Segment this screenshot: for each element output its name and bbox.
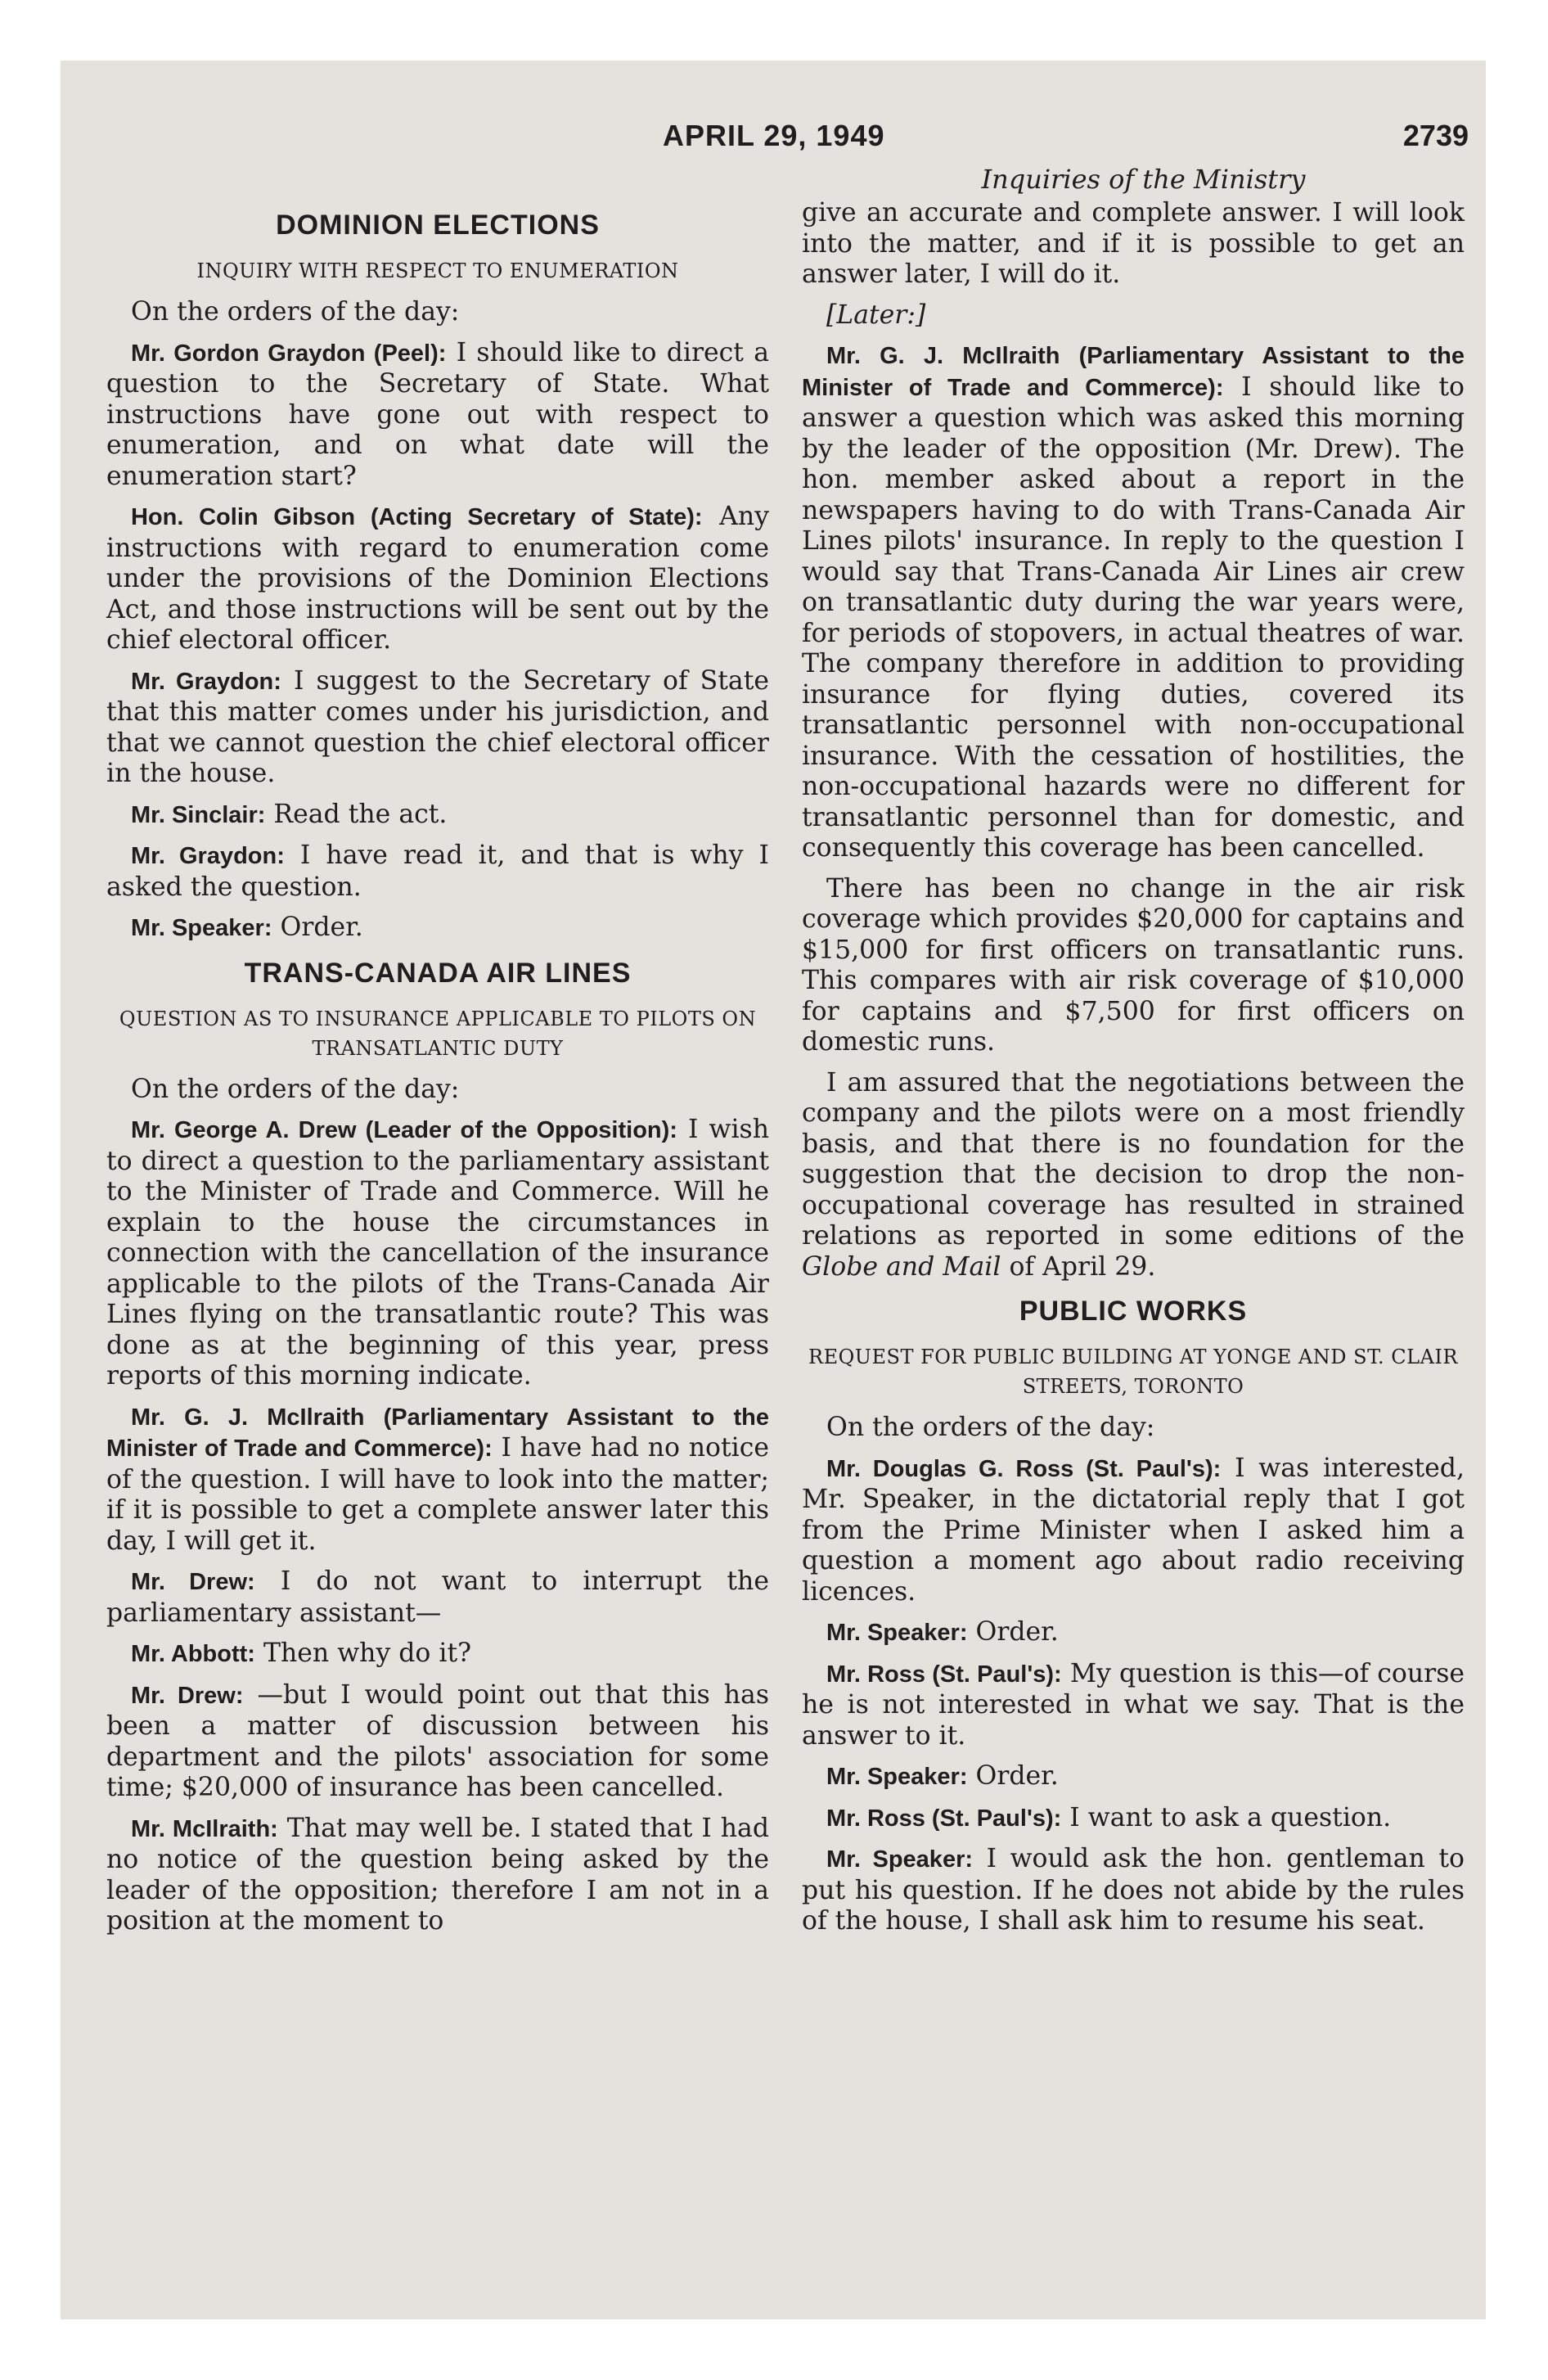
paragraph: Mr. Abbott: Then why do it? [131,1639,472,1668]
paragraph: Mr. McIlraith: That may well be. I stated that I had no notice of the question being asked by the leader of the opposition; therefore I am not in a position at the moment to [106,1813,769,1936]
running-title: Inquiries of the Ministry [981,164,1306,195]
paragraph: On the orders of the day: [131,1074,460,1104]
paragraph: Mr. Speaker: I would ask the hon. gentleman to put his question. If he does not abide by the rules of the house, I shall ask him to resume his seat. [802,1844,1465,1936]
section-heading: TRANS-CANADA AIR LINES [244,957,632,989]
paragraph: Mr. Douglas G. Ross (St. Paul's): I was interested, Mr. Speaker, in the dictatorial reply that I got from the Prime Minister when I asked him a question a moment ago about radio receiving licences. [802,1453,1465,1607]
paragraph: Hon. Colin Gibson (Acting Secretary of State): Any instructions with regard to enumeration come under the provisions of the Dominion Elections Act, and those instructions will be sent out by the chief electoral officer. [106,502,769,655]
speaker-name: Mr. G. J. McIlraith (Parliamentary Assistant to the Minister of Trade and Commerce): [802,343,1465,401]
speaker-name: Mr. G. J. McIlraith (Parliamentary Assistant to the Minister of Trade and Commerce): [106,1404,769,1462]
section-heading: PUBLIC WORKS [1019,1296,1248,1327]
paragraph: Mr. Graydon: I suggest to the Secretary of State that this matter comes under his jurisdiction, and that we cannot question the chief electoral officer in the house. [106,665,769,788]
speaker-name: Mr. Speaker: [826,1620,968,1646]
speaker-name: Mr. Ross (St. Paul's): [826,1661,1062,1688]
paragraph: Mr. Speaker: Order. [826,1617,1059,1647]
speaker-name: Mr. Drew: [131,1682,244,1709]
paragraph: Mr. Ross (St. Paul's): My question is this—of course he is not interested in what we say. That is the answer to it. [802,1658,1465,1751]
paragraph: Mr. Speaker: Order. [131,913,363,942]
section-subheading: QUESTION AS TO INSURANCE APPLICABLE TO PILOTS ON TRANSATLANTIC DUTY [119,1007,757,1060]
newspaper-title: Globe and Mail [802,1251,1001,1282]
paragraph: I am assured that the negotiations between the company and the pilots were on a most friendly basis, and that there is no foundation for the suggestion that the decision to drop the non-occupational coverage has resulted in strained relations as reported in some editions of the Globe and Mail of April 29. [802,1067,1465,1282]
paragraph: Mr. G. J. McIlraith (Parliamentary Assistant to the Minister of Trade and Commerce): I have had no notice of the question. I will have to look into the matter; if it is possible to get a complete answer later this day, I will get it. [106,1404,769,1556]
right-column [802,198,1465,1947]
paragraph: On the orders of the day: [131,297,460,327]
speaker-name: Mr. Douglas G. Ross (St. Paul's): [826,1455,1222,1482]
paragraph: Mr. G. J. McIlraith (Parliamentary Assistant to the Minister of Trade and Commerce): I should like to answer a question which was asked this morning by the leader of the opposition (Mr. Drew). The hon. member asked about a report in the newspapers having to do with Trans-Canada Air Lines pilots' insurance. In reply to the question I would say that Trans-Canada Air Lines air crew on transatlantic duty during the war years were, for periods of stopovers, in actual theatres of war. The company therefore in addition to providing insurance for flying duties, covered its transatlantic personnel with non-occupational insurance. With the cessation of hostilities, the non-occupational hazards were no different for transatlantic personnel than for domestic, and consequently this coverage has been cancelled. [802,343,1465,863]
speaker-name: Mr. Ross (St. Paul's): [826,1805,1062,1832]
speaker-name: Mr. Gordon Graydon (Peel): [131,340,447,367]
speaker-name: Mr. George A. Drew (Leader of the Opposition): [131,1117,677,1143]
paragraph: Mr. Drew: —but I would point out that this has been a matter of discussion between his department and the pilots' association for some time; $20,000 of insurance has been cancelled. [106,1679,769,1802]
paragraph: Mr. Gordon Graydon (Peel): I should like to direct a question to the Secretary of State. What instructions have gone out with respect to enumeration, and on what date will the enumeration start? [106,337,769,491]
speaker-name: Mr. Speaker: [131,915,272,941]
page-number: 2739 [1402,119,1469,152]
paragraph: Mr. Speaker: Order. [826,1761,1059,1791]
speaker-name: Mr. McIlraith: [131,1815,278,1842]
section-subheading: REQUEST FOR PUBLIC BUILDING AT YONGE AND ST. CLAIR STREETS, TORONTO [808,1346,1458,1398]
header-date: APRIL 29, 1949 [663,119,885,152]
speaker-name: Mr. Abbott: [131,1641,255,1667]
speaker-name: Hon. Colin Gibson (Acting Secretary of State): [131,504,703,530]
speaker-name: Mr. Graydon: [131,668,281,695]
left-column [106,196,769,1947]
speaker-name: Mr. Speaker: [826,1764,968,1790]
paragraph: Mr. Sinclair: Read the act. [131,799,448,829]
section-subheading: INQUIRY WITH RESPECT TO ENUMERATION [196,259,679,282]
section-heading: DOMINION ELECTIONS [276,210,600,241]
speaker-name: Mr. Speaker: [826,1846,974,1873]
speaker-name: Mr. Graydon: [131,843,285,869]
page-header [0,119,1548,168]
speaker-name: Mr. Sinclair: [131,801,266,828]
paragraph: There has been no change in the air risk coverage which provides $20,000 for captains and $15,000 for first officers on transatlantic runs. This compares with air risk coverage of $10,000 for captains and $7,500 for first officers on domestic runs. [802,873,1465,1057]
paragraph: Mr. Ross (St. Paul's): I want to ask a question. [826,1802,1392,1832]
paragraph: [Later:] [826,300,926,330]
speaker-name: Mr. Drew: [131,1569,255,1595]
paragraph: Mr. George A. Drew (Leader of the Opposition): I wish to direct a question to the parliamentary assistant to the Minister of Trade and Commerce. Will he explain to the house the circumstances in connection with the cancellation of the insurance applicable to the pilots of the Trans-Canada Air Lines flying on the transatlantic route? This was done as at the beginning of this year, press reports of this morning indicate. [106,1115,769,1391]
paragraph: give an accurate and complete answer. I will look into the matter, and if it is possible to get an answer later, I will do it. [802,198,1465,289]
paragraph: Mr. Drew: I do not want to interrupt the parliamentary assistant— [106,1566,769,1628]
paragraph: On the orders of the day: [826,1413,1155,1442]
paragraph: Mr. Graydon: I have read it, and that is why I asked the question. [106,841,769,902]
